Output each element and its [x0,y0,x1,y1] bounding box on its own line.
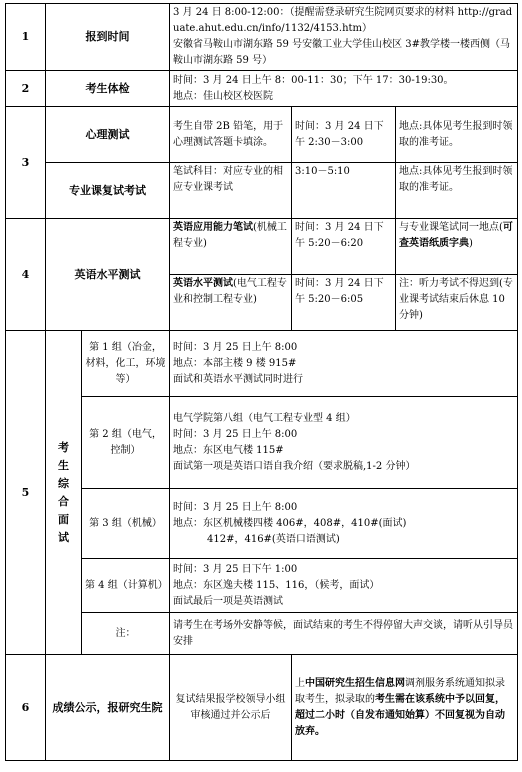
item-checkin: 报到时间 [46,4,170,71]
psych-test-place: 地点:具体见考生报到时领取的准考证。 [396,107,518,163]
group-line: 412#，416#(英语口语测试) [207,533,340,545]
exam-location-line: 地点：佳山校区校医院 [173,90,273,102]
item-results: 成绩公示，报研究生院 [46,655,170,761]
english-applied-place-pre: 与专业课笔试同一地点( [399,222,503,233]
table-row [6,163,518,219]
group-line: 地点：东区电气楼 115# [173,444,284,456]
physical-exam-details [170,71,518,107]
item-physical-exam: 考生体检 [46,71,170,107]
english-level-title: 英语水平测试 [173,278,233,289]
row-number: 5 [6,331,46,655]
english-applied-major: (机械工程专业) [173,222,287,249]
item-major-exam: 专业课复试考试 [46,163,170,219]
group-line: 电气学院第八组（电气工程专业型 4 组） [173,412,356,424]
interview-char: 生 [58,458,69,472]
interview-char: 面 [58,512,69,526]
group-line: 时间：3 月 25 日上午 8:00 [173,501,298,513]
english-applied-time: 时间：3 月 24 日下午 5:20－6:20 [292,219,396,275]
english-level-place: 注：听力考试不得迟到(专业课考试结束后休息 10 分钟) [396,275,518,331]
group-line: 地点：东区逸夫楼 115、116，（候考，面试） [173,579,380,591]
row-number: 3 [6,107,46,219]
table-row [6,331,518,397]
interview-char: 试 [58,530,69,544]
english-level-major: (电气工程专业和控制工程专业) [173,278,287,305]
row-number: 4 [6,219,46,331]
group-details [170,559,518,613]
table-row [6,219,518,275]
group-line: 面试最后一项是英语测试 [173,595,283,607]
table-row [6,397,518,489]
note-label: 注： [82,613,170,655]
psych-test-note: 考生自带 2B 铅笔，用于心理测试答题卡填涂。 [170,107,292,163]
dictionary-allowed-note: 可查英语纸质字典 [399,222,513,249]
group-details [170,489,518,559]
exam-time-line: 时间：3 月 24 日上午 8：00-11：30；下午 17：30-19:30。 [173,74,454,86]
group-name: 第 3 组（机械） [82,489,170,559]
row-number: 2 [6,71,46,107]
item-interview [46,331,82,655]
group-line: 时间：3 月 25 日上午 8:00 [173,341,298,353]
group-line: 时间：3 月 25 日上午 8:00 [173,428,298,440]
english-applied-desc [170,219,292,275]
major-exam-note: 笔试科目：对应专业的相应专业课考试 [170,163,292,219]
english-applied-title: 英语应用能力笔试 [173,222,253,233]
group-name: 第 4 组（计算机） [82,559,170,613]
notice-prefix: 上 [295,677,305,689]
notice-deadline: 考生需在该系统中予以回复，超过二小时（自发布通知始算）不回复视为自动放弃。 [295,693,505,737]
table-row [6,4,518,71]
interview-char: 合 [58,494,69,508]
schedule-table [5,3,518,761]
english-applied-place [396,219,518,275]
notice-platform-name: 中国研究生招生信息网 [305,677,405,689]
item-english-test: 英语水平测试 [46,219,170,331]
group-details [170,331,518,397]
table-row [6,71,518,107]
group-line: 地点：本部主楼 9 楼 915# [173,357,297,369]
table-row [6,107,518,163]
major-exam-place: 地点:具体见考生报到时领取的准考证。 [396,163,518,219]
table-row [6,559,518,613]
group-line: 地点：东区机械楼四楼 406#，408#，410#(面试) [173,517,407,529]
interview-char: 综 [58,476,69,490]
checkin-location-line: 安徽省马鞍山市湖东路 59 号安徽工业大学佳山校区 3#教学楼一楼西侧（马鞍山市湖东路 59 号） [173,39,511,66]
psych-test-time: 时间：3 月 24 日下午 2:30－3:00 [292,107,396,163]
group-details [170,397,518,489]
row-number: 1 [6,4,46,71]
english-applied-place-post: ) [469,238,473,249]
table-row [6,613,518,655]
group-line: 时间：3 月 25 日下午 1:00 [173,563,298,575]
results-notice [292,655,518,761]
english-level-time: 时间：3 月 24 日下午 5:20－6:05 [292,275,396,331]
group-name: 第 1 组（冶金，材料，化工，环境等） [82,331,170,397]
checkin-details [170,4,518,71]
table-row [6,489,518,559]
row-number: 6 [6,655,46,761]
results-review: 复试结果报学校领导小组审核通过并公示后 [170,655,292,761]
interview-note: 请考生在考场外安静等候，面试结束的考生不得停留大声交谈，请听从引导员安排 [170,613,518,655]
interview-char: 考 [58,440,69,454]
checkin-time-line: 3 月 24 日 8:00-12:00：（提醒需登录研究生院网页要求的材料 http://graduate.ahut.edu.cn/info/1132/4153.htm） [173,7,513,34]
item-psych-test: 心理测试 [46,107,170,163]
table-row [6,655,518,761]
english-level-desc [170,275,292,331]
group-line: 面试和英语水平测试同时进行 [173,373,303,385]
group-line: 面试第一项是英语口语自我介绍（要求脱稿,1-2 分钟） [173,460,416,472]
major-exam-time: 3:10－5:10 [292,163,396,219]
group-name: 第 2 组（电气，控制） [82,397,170,489]
notice-body: 调剂服务系统通知拟录取考生，拟录取的 [295,677,505,705]
